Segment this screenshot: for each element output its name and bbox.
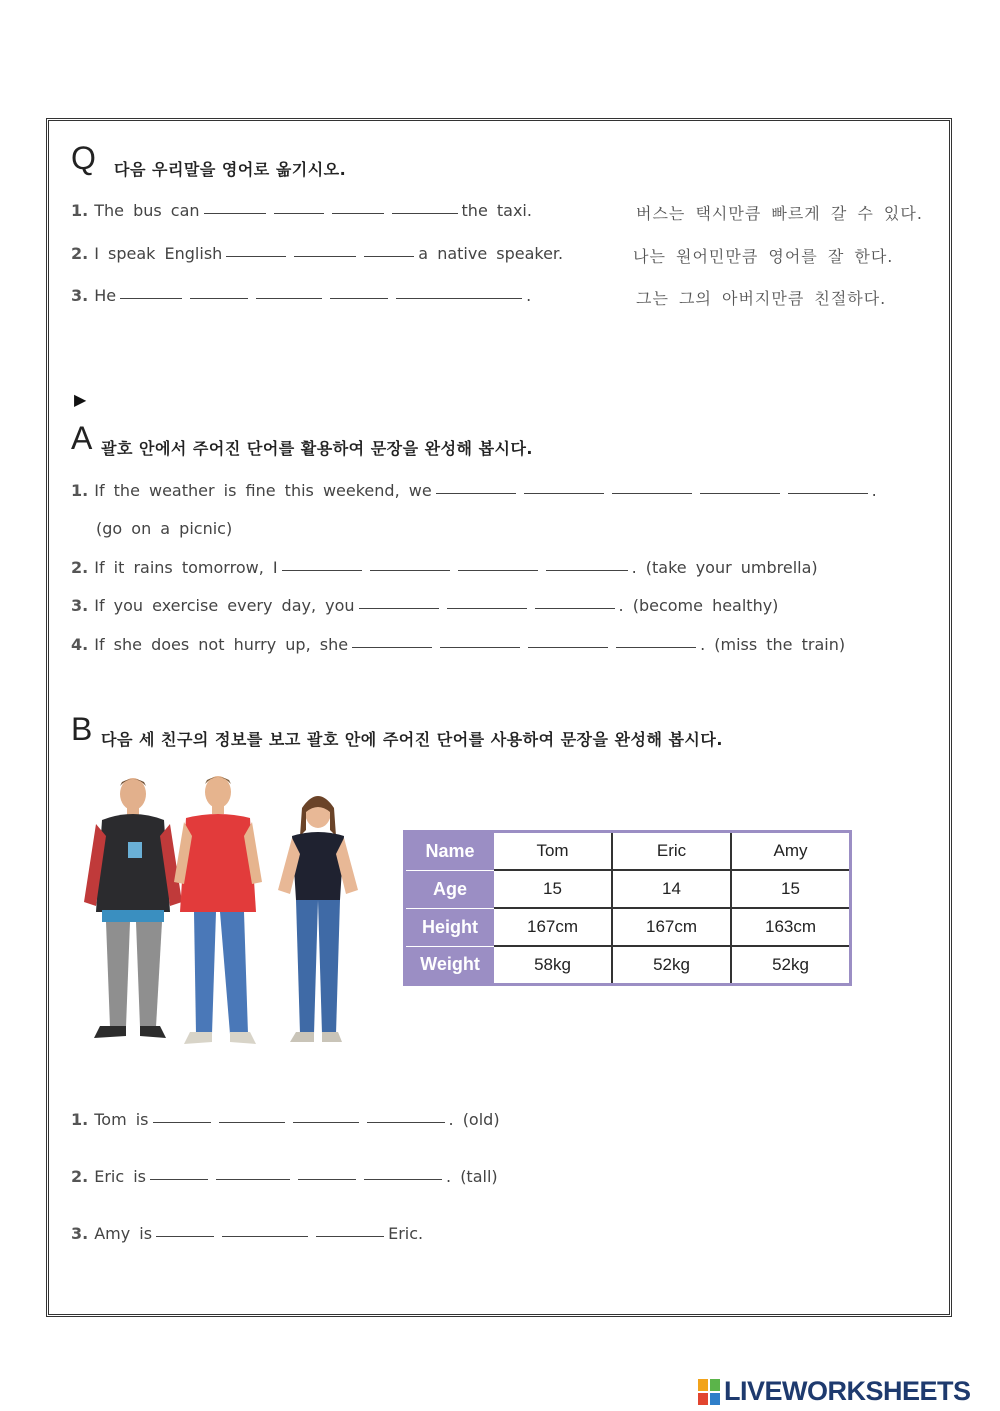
answer-blank[interactable] bbox=[282, 569, 362, 571]
row-header: Weight bbox=[405, 946, 495, 985]
row-header: Name bbox=[405, 832, 495, 871]
answer-blank[interactable] bbox=[204, 212, 266, 214]
item-text: If it rains tomorrow, I bbox=[94, 558, 278, 577]
item-number: 4. bbox=[71, 635, 89, 654]
answer-blank[interactable] bbox=[524, 492, 604, 494]
item-text: . (old) bbox=[448, 1110, 500, 1129]
answer-blank[interactable] bbox=[364, 255, 414, 257]
item-number: 2. bbox=[71, 558, 89, 577]
table-cell: 52kg bbox=[612, 946, 731, 985]
item-text: If the weather is fine this weekend, we bbox=[94, 481, 432, 500]
item-number: 3. bbox=[71, 1224, 89, 1243]
name-cell: Amy bbox=[731, 832, 851, 871]
a-item-1 bbox=[71, 481, 877, 500]
person-eric bbox=[174, 776, 262, 1044]
item-number: 3. bbox=[71, 596, 89, 615]
answer-blank[interactable] bbox=[396, 297, 522, 299]
person-tom bbox=[84, 778, 182, 1038]
item-text: . (become healthy) bbox=[618, 596, 779, 615]
play-triangle-icon: ▶ bbox=[74, 390, 87, 409]
answer-blank[interactable] bbox=[700, 492, 780, 494]
table-cell: 15 bbox=[494, 870, 612, 908]
answer-blank[interactable] bbox=[392, 212, 458, 214]
row-header: Height bbox=[405, 908, 495, 946]
answer-blank[interactable] bbox=[150, 1178, 208, 1180]
table-cell: 52kg bbox=[772, 955, 809, 974]
section-b-letter: B bbox=[71, 711, 93, 747]
answer-blank[interactable] bbox=[256, 297, 322, 299]
item-text: . (miss the train) bbox=[700, 635, 846, 654]
table-cell: 167cm bbox=[612, 908, 731, 946]
person-amy bbox=[278, 796, 358, 1042]
table-row bbox=[405, 946, 851, 985]
answer-blank[interactable] bbox=[298, 1178, 356, 1180]
answer-blank[interactable] bbox=[120, 297, 182, 299]
section-a-title: 괄호 안에서 주어진 단어를 활용하여 문장을 완성해 봅시다. bbox=[101, 439, 534, 458]
answer-blank[interactable] bbox=[294, 255, 356, 257]
q-item-1 bbox=[71, 201, 532, 220]
table-cell: 167cm bbox=[494, 908, 612, 946]
row-header: Age bbox=[405, 870, 495, 908]
item-text: The bus can bbox=[94, 201, 200, 220]
section-b-title: 다음 세 친구의 정보를 보고 괄호 안에 주어진 단어를 사용하여 문장을 완성해 봅시다. bbox=[101, 730, 723, 749]
item-text: . bbox=[871, 481, 877, 500]
section-q-title: 다음 우리말을 영어로 옮기시오. bbox=[114, 160, 347, 179]
answer-blank[interactable] bbox=[219, 1121, 285, 1123]
korean-sentence: 버스는 택시만큼 빠르게 갈 수 있다. bbox=[636, 204, 923, 223]
a-item-4 bbox=[71, 635, 845, 654]
korean-sentence: 그는 그의 아버지만큼 친절하다. bbox=[636, 289, 887, 308]
answer-blank[interactable] bbox=[367, 1121, 445, 1123]
answer-blank[interactable] bbox=[352, 646, 432, 648]
section-a-letter: A bbox=[71, 420, 93, 456]
b-item-3 bbox=[71, 1224, 423, 1243]
item-text: He bbox=[94, 286, 117, 305]
item-number: 1. bbox=[71, 201, 89, 220]
table-cell: 14 bbox=[612, 870, 731, 908]
item-number: 2. bbox=[71, 244, 89, 263]
answer-blank[interactable] bbox=[316, 1235, 384, 1237]
answer-blank[interactable] bbox=[370, 569, 450, 571]
answer-blank[interactable] bbox=[293, 1121, 359, 1123]
table-row bbox=[405, 832, 851, 871]
b-item-2 bbox=[71, 1167, 498, 1186]
q-item-3 bbox=[71, 286, 531, 305]
item-text: If you exercise every day, you bbox=[94, 596, 355, 615]
answer-blank[interactable] bbox=[330, 297, 388, 299]
table-cell: 58kg bbox=[494, 946, 612, 985]
item-text: . bbox=[526, 286, 532, 305]
item-text: Amy is bbox=[94, 1224, 153, 1243]
answer-blank[interactable] bbox=[216, 1178, 290, 1180]
logo-text: LIVEWORKSHEETS bbox=[724, 1376, 971, 1406]
item-text: Eric. bbox=[388, 1224, 424, 1243]
answer-blank[interactable] bbox=[447, 607, 527, 609]
answer-blank[interactable] bbox=[546, 569, 628, 571]
item-text: Tom is bbox=[94, 1110, 149, 1129]
answer-blank[interactable] bbox=[153, 1121, 211, 1123]
answer-blank[interactable] bbox=[436, 492, 516, 494]
korean-sentence: 나는 원어민만큼 영어를 잘 한다. bbox=[633, 247, 894, 266]
a-item-1-hint: (go on a picnic) bbox=[96, 519, 233, 538]
table-cell: 163cm bbox=[731, 908, 851, 946]
answer-blank[interactable] bbox=[190, 297, 248, 299]
answer-blank[interactable] bbox=[612, 492, 692, 494]
answer-blank[interactable] bbox=[156, 1235, 214, 1237]
answer-blank[interactable] bbox=[616, 646, 696, 648]
answer-blank[interactable] bbox=[535, 607, 615, 609]
liveworksheets-logo bbox=[698, 1376, 971, 1407]
liveworksheets-logo-icon bbox=[698, 1379, 720, 1405]
item-number: 3. bbox=[71, 286, 89, 305]
a-item-3 bbox=[71, 596, 778, 615]
answer-blank[interactable] bbox=[458, 569, 538, 571]
answer-blank[interactable] bbox=[440, 646, 520, 648]
item-text: If she does not hurry up, she bbox=[94, 635, 349, 654]
item-number: 1. bbox=[71, 1110, 89, 1129]
b-item-1 bbox=[71, 1110, 500, 1129]
item-text: a native speaker. bbox=[418, 244, 564, 263]
three-friends-photo bbox=[78, 772, 378, 1062]
friends-info-table bbox=[403, 830, 852, 986]
section-q-letter: Q bbox=[71, 140, 96, 176]
answer-blank[interactable] bbox=[222, 1235, 308, 1237]
table-cell: 15 bbox=[731, 870, 851, 908]
answer-blank[interactable] bbox=[788, 492, 868, 494]
answer-blank[interactable] bbox=[226, 255, 286, 257]
table-row bbox=[405, 870, 851, 908]
item-text: Eric is bbox=[94, 1167, 147, 1186]
answer-blank[interactable] bbox=[332, 212, 384, 214]
item-text: I speak English bbox=[94, 244, 223, 263]
name-cell: Eric bbox=[612, 832, 731, 871]
a-item-2 bbox=[71, 558, 818, 577]
answer-blank[interactable] bbox=[274, 212, 324, 214]
answer-blank[interactable] bbox=[359, 607, 439, 609]
item-text: . (take your umbrella) bbox=[631, 558, 818, 577]
item-number: 1. bbox=[71, 481, 89, 500]
q-item-2 bbox=[71, 244, 563, 263]
table-row bbox=[405, 908, 851, 946]
answer-blank[interactable] bbox=[364, 1178, 442, 1180]
item-text: . (tall) bbox=[446, 1167, 498, 1186]
name-cell: Tom bbox=[494, 832, 612, 871]
item-number: 2. bbox=[71, 1167, 89, 1186]
answer-blank[interactable] bbox=[528, 646, 608, 648]
item-text: the taxi. bbox=[461, 201, 532, 220]
